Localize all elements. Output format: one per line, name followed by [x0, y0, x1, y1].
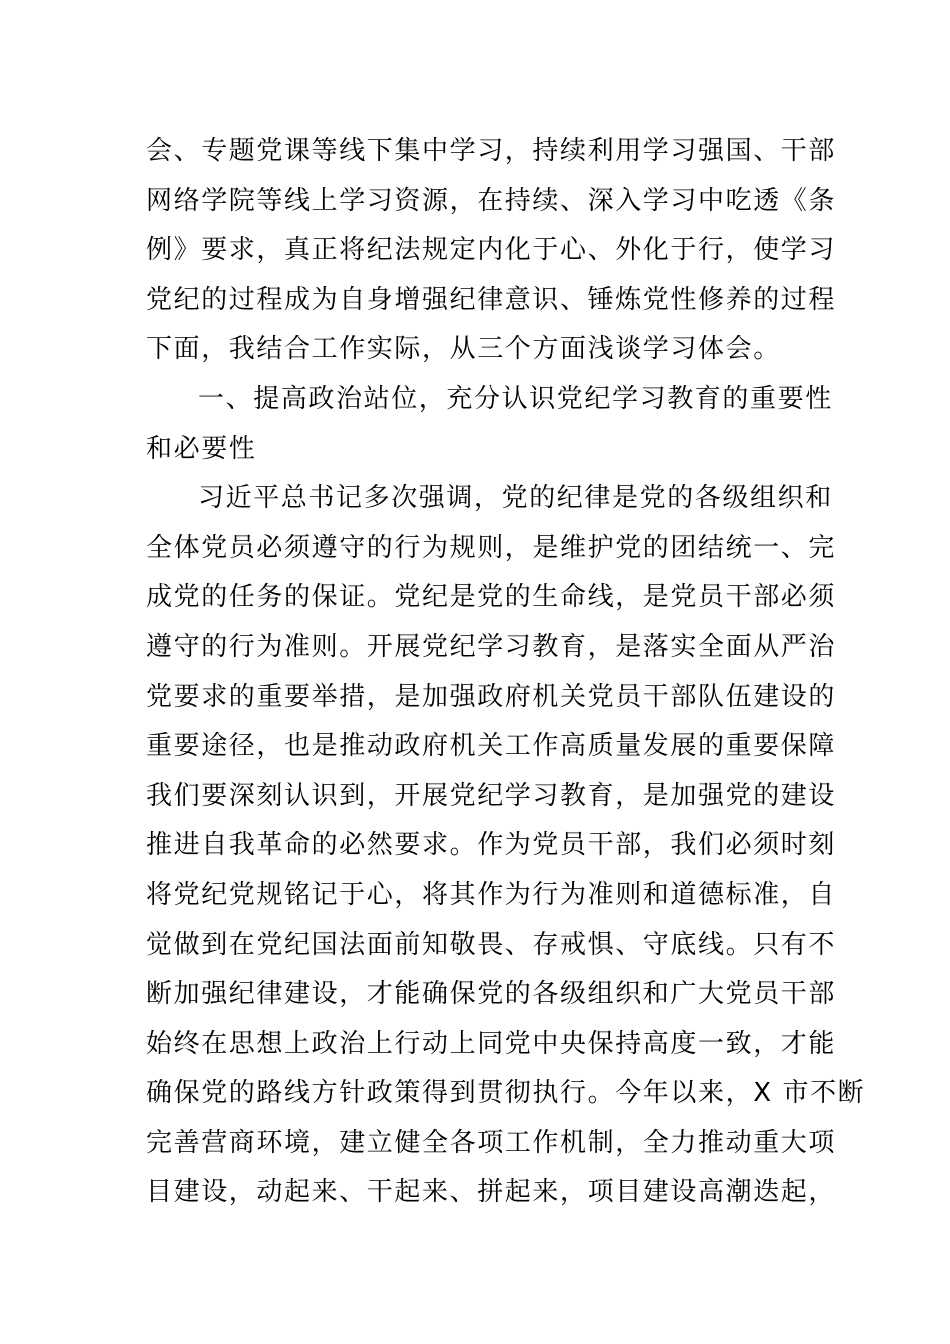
text-line: 断加强纪律建设，才能确保党的各级组织和广大党员干部: [146, 979, 837, 1010]
text-line: 将党纪党规铭记于心，将其作为行为准则和道德标准，自: [146, 879, 837, 910]
paragraph-first-line: 习近平总书记多次强调，党的纪律是党的各级组织和: [198, 483, 833, 514]
text-line: 会、专题党课等线下集中学习，持续利用学习强国、干部: [146, 136, 837, 166]
text-line: 全体党员必须遵守的行为规则，是维护党的团结统一、完: [146, 532, 837, 563]
text-line: 成党的任务的保证。党纪是党的生命线，是党员干部必须: [146, 582, 837, 613]
text-line: 觉做到在党纪国法面前知敬畏、存戒惧、守底线。只有不: [146, 929, 837, 960]
text-line: 我们要深刻认识到，开展党纪学习教育，是加强党的建设: [146, 780, 837, 811]
section-heading-continuation: 和必要性: [146, 433, 257, 464]
section-heading: 一、提高政治站位，充分认识党纪学习教育的重要性: [198, 383, 833, 414]
document-body: [146, 127, 866, 1218]
text-line: 推进自我革命的必然要求。作为党员干部，我们必须时刻: [146, 830, 837, 861]
text-line: 网络学院等线上学习资源，在持续、深入学习中吃透《条: [146, 185, 837, 216]
text-line: 重要途径，也是推动政府机关工作高质量发展的重要保障: [146, 731, 837, 762]
text-line: 确保党的路线方针政策得到贯彻执行。今年以来，X 市不断: [146, 1078, 866, 1109]
text-line: 完善营商环境，建立健全各项工作机制，全力推动重大项: [146, 1127, 837, 1158]
text-line: 始终在思想上政治上行动上同党中央保持高度一致，才能: [146, 1028, 837, 1059]
text-line: 下面，我结合工作实际，从三个方面浅谈学习体会。: [146, 334, 781, 365]
text-line: 目建设，动起来、干起来、拼起来，项目建设高潮迭起，: [146, 1177, 837, 1208]
text-line: 党纪的过程成为自身增强纪律意识、锤炼党性修养的过程: [146, 284, 837, 315]
text-line: 例》要求，真正将纪法规定内化于心、外化于行，使学习: [146, 235, 837, 266]
text-line: 党要求的重要举措，是加强政府机关党员干部队伍建设的: [146, 681, 837, 712]
text-line: 遵守的行为准则。开展党纪学习教育，是落实全面从严治: [146, 631, 837, 662]
